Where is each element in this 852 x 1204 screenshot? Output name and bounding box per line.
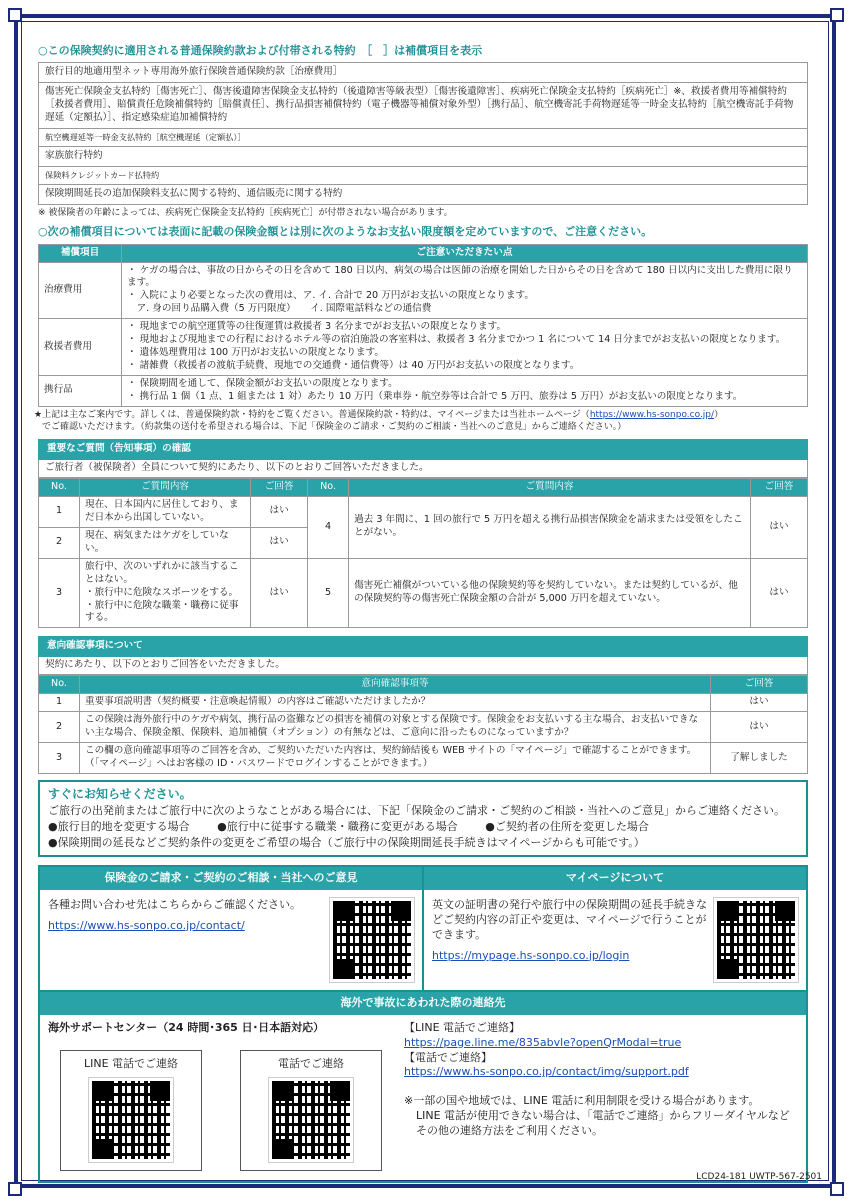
limit-line: ア. 身の回り品購入費（5 万円限度） イ. 国際電話料などの通信費 xyxy=(127,303,432,315)
question-no: 2 xyxy=(39,712,80,743)
disclosure-title: 重要なご質問（告知事項）の確認 xyxy=(38,439,808,460)
col-header: ご回答 xyxy=(751,479,808,497)
question-no: 3 xyxy=(39,558,80,628)
mypage-link[interactable]: https://mypage.hs-sonpo.co.jp/login xyxy=(432,948,630,962)
corner-ornament xyxy=(8,1182,22,1196)
clause-item: 保険料クレジットカード払特約 xyxy=(38,166,808,185)
line-note: ※一部の国や地域では、LINE 電話に利用制限を受ける場合があります。 xyxy=(404,1094,760,1108)
claims-text: 各種お問い合わせ先はこちらからご確認ください。 xyxy=(48,897,301,911)
policy-clauses-heading: ○この保険契約に適用される普通保険約款および付帯される特約 ［ ］は補償項目を表示 xyxy=(38,44,483,57)
line-qr-box xyxy=(60,1050,202,1171)
intent-table xyxy=(38,675,808,774)
limit-line: ・ 保険期間を通して、保険金額がお支払いの限度となります。 xyxy=(127,378,398,390)
table-row xyxy=(39,496,808,527)
question-no: 3 xyxy=(39,743,80,774)
mypage-title: マイページについて xyxy=(424,867,806,890)
line-qr-code[interactable] xyxy=(89,1078,173,1162)
contact-box xyxy=(38,865,808,1182)
col-header: ご回答 xyxy=(251,479,308,497)
question-text: 現在、日本国内に居住しており、まだ日本から出国していない。 xyxy=(80,496,251,527)
coverage-item: 携行品 xyxy=(39,376,122,407)
coverage-item: 救援者費用 xyxy=(39,319,122,376)
question-text: 重要事項説明書（契約概要・注意喚起情報）の内容はご確認いただけましたか？ xyxy=(80,694,711,712)
phone-head: 【電話でご連絡】 xyxy=(404,1050,492,1064)
col-header: 意向確認事項等 xyxy=(80,676,711,694)
table-row xyxy=(39,558,808,628)
limit-line: ・ 諸雑費（救援者の渡航手続費、現地での交通費・通信費等）は 40 万円がお支払いの限度となります。 xyxy=(127,360,580,372)
line-link[interactable]: https://page.line.me/835abvle?openQrModal=true xyxy=(404,1035,682,1049)
document-body xyxy=(34,38,808,1183)
coverage-item: 治療費用 xyxy=(39,262,122,319)
notify-bullet: ●保険期間の延長などご契約条件の変更をご希望の場合（ご旅行中の保険期間延長手続きはマイページからも可能です。） xyxy=(48,836,645,850)
table-row xyxy=(39,319,808,376)
notify-box xyxy=(38,780,808,857)
limit-line: ・ 現地までの航空運賃等の往復運賃は救援者 3 名分までがお支払いの限度となります。 xyxy=(127,321,507,333)
answer: はい xyxy=(751,558,808,628)
table-row xyxy=(39,262,808,319)
limit-line: ・ 入院により必要となった次の費用は、ア. イ. 合計で 20 万円がお支払いの限度となります。 xyxy=(127,290,534,302)
disclosure-section xyxy=(38,439,808,628)
line-head: 【LINE 電話でご連絡】 xyxy=(404,1020,521,1034)
footnote xyxy=(34,409,808,433)
clause-item: 家族旅行特約 xyxy=(38,146,808,167)
phone-link[interactable]: https://www.hs-sonpo.co.jp/contact/img/support.pdf xyxy=(404,1065,689,1079)
contact-link[interactable]: https://www.hs-sonpo.co.jp/contact/ xyxy=(48,918,245,932)
limit-line: ・ 携行品 1 個（1 点、1 組または 1 対）あたり 10 万円（乗車券・航空券等は合計で 5 万円、旅券は 5 万円）がお支払いの限度となります。 xyxy=(127,390,743,402)
notify-title: すぐにお知らせください。 xyxy=(48,786,192,801)
notify-body: ご旅行の出発前またはご旅行中に次のようなことがある場合には、下記「保険金のご請求・ご契約のご相談・当社へのご意見」からご連絡ください。 xyxy=(48,804,785,818)
age-note: ※ 被保険者の年齢によっては、疾病死亡保険金支払特約［疾病死亡］が付帯されない場合があります。 xyxy=(38,207,453,218)
contact-qr-code[interactable] xyxy=(330,898,414,982)
col-header: No. xyxy=(39,676,80,694)
answer: 了解しました xyxy=(711,743,808,774)
footnote-text: ★上記は主なご案内です。詳しくは、普通保険約款・特約をご覧ください。普通保険約款・特約は、マイページまたは当社ホームページ（ xyxy=(34,409,590,420)
line-note: LINE 電話が使用できない場合は、「電話でご連絡」からフリーダイヤルなどその他の連絡方法をご利用ください。 xyxy=(416,1109,790,1137)
notify-bullet: ●旅行目的地を変更する場合 xyxy=(48,820,190,834)
disclosure-subtitle: ご旅行者（被保険者）全員について契約にあたり、以下のとおりご回答いただきました。 xyxy=(38,460,808,478)
mypage-text: 英文の証明書の発行や旅行中の保険期間の延長手続きなどご契約内容の訂正や変更は、マイページで行うことができます。 xyxy=(432,897,707,941)
claims-title: 保険金のご請求・ご契約のご相談・当社へのご意見 xyxy=(40,867,422,890)
line-qr-label: LINE 電話でご連絡 xyxy=(83,1056,179,1070)
footnote-text: ） xyxy=(714,409,724,420)
intent-title: 意向確認事項について xyxy=(38,636,808,657)
question-text: この保険は海外旅行中のケガや病気、携行品の盗難などの損害を補償の対象とする保険です。保険金をお支払いする主な場合、お支払いできない主な場合、保険金額、保険料、追加補償（オプション）の有無などは、ご意向に沿ったものになっていますか？ xyxy=(80,712,711,743)
phone-qr-box xyxy=(240,1050,382,1171)
question-text: 過去 3 年間に、1 回の旅行で 5 万円を超える携行品損害保険金を請求または受領をしたことがない。 xyxy=(349,496,751,558)
notify-bullet: ●旅行中に従事する職業・職務に変更がある場合 xyxy=(217,820,458,834)
answer: はい xyxy=(251,496,308,527)
clause-item: 傷害死亡保険金支払特約［傷害死亡］、傷害後遺障害保険金支払特約（後遺障害等級表型）［傷害後遺障害］、疾病死亡保険金支払特約［疾病死亡］※、救援者費用等補償特約［救援者費用］、賠償責任危険補償特約［賠償責任］、携行品損害補償特約（電子機器等補償対象外型）［携行品］、航空機寄託手荷物遅延等一時金支払特約［航空機寄託手荷物遅延（定額払）］、指定感染症追加補償特約 xyxy=(38,82,808,129)
question-no: 2 xyxy=(39,527,80,558)
corner-ornament xyxy=(8,8,22,22)
phone-qr-label: 電話でご連絡 xyxy=(278,1056,344,1070)
question-no: 4 xyxy=(308,496,349,558)
limit-line: ・ ケガの場合は、事故の日からその日を含めて 180 日以内、病気の場合は医師の治療を開始した日からその日を含めて 180 日以内に支出した費用に限ります。 xyxy=(127,264,793,289)
intent-section xyxy=(38,636,808,774)
overseas-title: 海外で事故にあわれた際の連絡先 xyxy=(40,990,806,1015)
question-text: この欄の意向確認事項等のご回答を含め、ご契約いただいた内容は、契約締結後も WEB サイトの「マイページ」で確認することができます。（「マイページ」へはお客様の ID・パスワードでログインすることができます。） xyxy=(80,743,711,774)
answer: はい xyxy=(251,558,308,628)
answer: はい xyxy=(751,496,808,558)
clause-item: 旅行目的地適用型ネット専用海外旅行保険普通保険約款［治療費用］ xyxy=(38,62,808,83)
answer: はい xyxy=(711,694,808,712)
limit-line: ・ 現地および現地までの行程におけるホテル等の宿泊施設の客室料は、救援者 3 名分までかつ 1 名について 14 日分までがお支払いの限度となります。 xyxy=(127,334,786,346)
clause-item: 航空機遅延等一時金支払特約［航空機遅延（定額払）］ xyxy=(38,128,808,147)
table-row xyxy=(39,694,808,712)
mypage-qr-code[interactable] xyxy=(714,898,798,982)
notify-bullet: ●ご契約者の住所を変更した場合 xyxy=(485,820,649,834)
table-row xyxy=(39,743,808,774)
col-header: No. xyxy=(308,479,349,497)
question-no: 1 xyxy=(39,694,80,712)
clause-item: 保険期間延長の追加保険料支払に関する特約、通信販売に関する特約 xyxy=(38,184,808,205)
question-text: 現在、病気またはケガをしていない。 xyxy=(80,527,251,558)
col-header: 補償項目 xyxy=(39,244,122,262)
limit-line: ・ 遺体処理費用は 100 万円がお支払いの限度となります。 xyxy=(127,347,384,359)
corner-ornament xyxy=(830,8,844,22)
col-header: No. xyxy=(39,479,80,497)
col-header: ご質問内容 xyxy=(80,479,251,497)
table-row xyxy=(39,712,808,743)
col-header: ご質問内容 xyxy=(349,479,751,497)
question-no: 5 xyxy=(308,558,349,628)
intent-subtitle: 契約にあたり、以下のとおりご回答をいただきました。 xyxy=(38,657,808,675)
document-code: LCD24-181 UWTP-567-2501 xyxy=(696,1172,822,1182)
homepage-link[interactable]: https://www.hs-sonpo.co.jp/ xyxy=(589,409,715,420)
support-center: 海外サポートセンター（24 時間･365 日･日本語対応） xyxy=(48,1020,325,1034)
col-header: ご回答 xyxy=(711,676,808,694)
disclosure-table xyxy=(38,478,808,628)
table-row xyxy=(39,376,808,407)
col-header: ご注意いただきたい点 xyxy=(122,244,808,262)
limits-table xyxy=(38,244,808,407)
phone-qr-code[interactable] xyxy=(269,1078,353,1162)
footnote-text: でご確認いただけます。（約款集の送付を希望される場合は、下記「保険金のご請求・ご契約のご相談・当社へのご意見」からご連絡ください。） xyxy=(42,422,627,433)
answer: はい xyxy=(711,712,808,743)
limits-heading: ○次の補償項目については表面に記載の保険金額とは別に次のようなお支払い限度額を定めていますので、ご注意ください。 xyxy=(38,224,653,238)
answer: はい xyxy=(251,527,308,558)
question-no: 1 xyxy=(39,496,80,527)
corner-ornament xyxy=(830,1182,844,1196)
question-text: 傷害死亡補償がついている他の保険契約等を契約していない。または契約しているが、他の保険契約等の傷害死亡保険金額の合計が 5,000 万円を超えていない。 xyxy=(349,558,751,628)
question-text: 旅行中、次のいずれかに該当することはない。 ・旅行中に危険なスポーツをする。 ・旅行中に危険な職業・職務に従事する。 xyxy=(80,558,251,628)
